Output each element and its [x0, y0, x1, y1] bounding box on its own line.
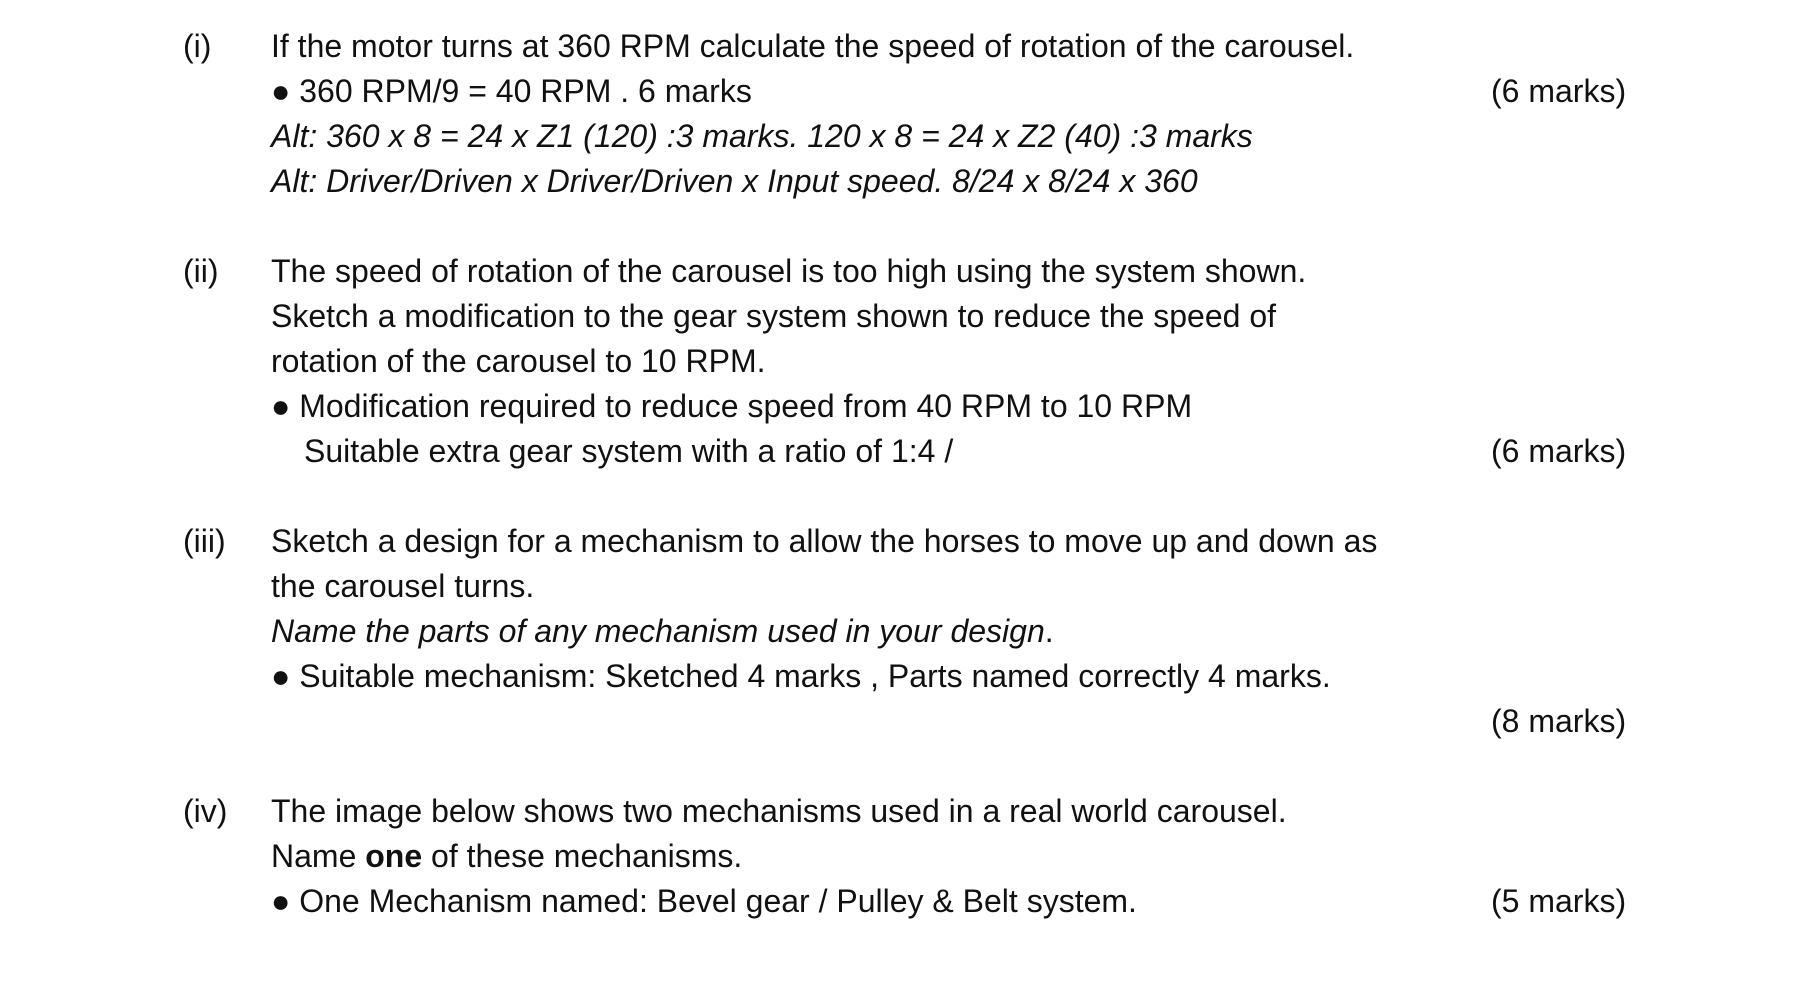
- question-iv-marks: (5 marks): [1491, 883, 1627, 919]
- question-iii-marks: (8 marks): [1491, 703, 1627, 739]
- question-iii-text-1: Sketch a design for a mechanism to allow the horses to move up and down as: [271, 523, 1378, 559]
- question-i-marks: (6 marks): [1491, 73, 1627, 109]
- question-iii-text-2: the carousel turns.: [271, 568, 535, 604]
- question-iv-text-2-bold: one: [365, 838, 423, 874]
- question-i-alt-1: Alt: 360 x 8 = 24 x Z1 (120) :3 marks. 120 x 8 = 24 x Z2 (40) :3 marks: [271, 118, 1253, 154]
- question-iv-text-2-start: Name: [271, 838, 366, 874]
- question-ii-answer-2: Suitable extra gear system with a ratio of 1:4 /: [304, 433, 954, 469]
- question-ii-text-1: The speed of rotation of the carousel is too high using the system shown.: [271, 253, 1307, 289]
- question-ii-marks: (6 marks): [1491, 433, 1627, 469]
- question-ii-text-3: rotation of the carousel to 10 RPM.: [271, 343, 766, 379]
- question-number-iii: (iii): [183, 523, 226, 559]
- question-i-text: If the motor turns at 360 RPM calculate the speed of rotation of the carousel.: [271, 28, 1355, 64]
- question-iv-answer: ● One Mechanism named: Bevel gear / Pulley & Belt system.: [271, 883, 1137, 919]
- question-iii-instruction-italic: Name the parts of any mechanism used in your design: [271, 613, 1045, 649]
- question-ii-answer-1: ● Modification required to reduce speed from 40 RPM to 10 RPM: [271, 388, 1193, 424]
- question-iii-instruction-period: .: [1044, 613, 1054, 649]
- question-iii-instruction: [271, 611, 1054, 651]
- question-number-iv: (iv): [183, 793, 228, 829]
- question-iv-text-2: [271, 836, 742, 876]
- question-i-alt-2: Alt: Driver/Driven x Driver/Driven x Input speed. 8/24 x 8/24 x 360: [271, 163, 1198, 199]
- question-iv-text-1: The image below shows two mechanisms used in a real world carousel.: [271, 793, 1287, 829]
- question-i-answer: ● 360 RPM/9 = 40 RPM . 6 marks: [271, 73, 752, 109]
- question-number-ii: (ii): [183, 253, 219, 289]
- question-iv-text-2-end: of these mechanisms.: [422, 838, 743, 874]
- question-number-i: (i): [183, 28, 212, 64]
- question-ii-text-2: Sketch a modification to the gear system shown to reduce the speed of: [271, 298, 1277, 334]
- question-iii-answer: ● Suitable mechanism: Sketched 4 marks , Parts named correctly 4 marks.: [271, 658, 1331, 694]
